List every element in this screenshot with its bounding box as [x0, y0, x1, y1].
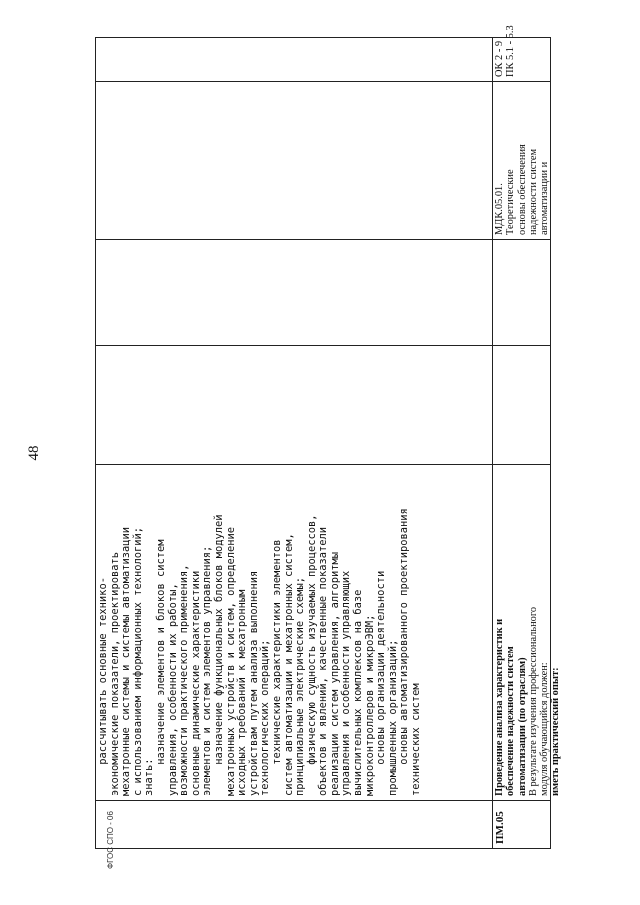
mdk-cell-empty [96, 81, 492, 239]
mdk-line-2: Теоретические [505, 169, 517, 235]
table-rotated-content [95, 25, 562, 849]
document-footer: ФГОС СПО - 06 [106, 811, 115, 869]
mdk-line-1: МДК.05.01. [494, 183, 505, 235]
mdk-line-4: надежности систем [527, 148, 539, 235]
code-cell-empty [96, 800, 492, 848]
table-row-pm05 [492, 25, 562, 848]
hours-cell-empty [96, 345, 492, 464]
hours-cell-empty-4 [492, 239, 550, 345]
module-code: ПМ.05 [494, 811, 506, 844]
requirements-cell [96, 464, 492, 800]
hours-cell-empty-3 [492, 345, 550, 464]
module-title-line-1: Проведение анализа характеристик и [494, 618, 505, 796]
module-body-line-2: модуля обучающийся должен: [539, 662, 551, 796]
competence-line-1: ОК 2 - 9 [494, 40, 505, 77]
competence-table [95, 25, 562, 849]
requirements-text: рассчитывать основные технико- экономические показатели, проектировать мехатронные системы и системы автоматизации с использованием информационных технологий; знать: назначение элементов и блоков систем управления, особенности их работы, возможности практического применения, основные динамические характеристики элементов и систем элементов управления; назначение функциональных блоков модулей мехатронных устройств и систем, определение исходных требований к мехатронным устройствам путем анализа выполнения технологических операций; технические характеристики элементов систем автоматизации и мехатронных систем, принципиальные электрические схемы; физическую сущность изучаемых процессов, объектов и явлений, качественные показатели реализации систем управления, алгоритмы управления и особенности управляющих вычислительных комплексов на базе микроконтроллеров и микроЭВМ; основы организации деятельности промышленных организаций; основы автоматизированного проектирования технических систем [97, 508, 423, 796]
hours-cell-empty-2 [96, 239, 492, 345]
module-body-line-1: В результате изучения профессионального [527, 606, 539, 796]
module-title-line-3: автоматизации (по отраслям) [516, 657, 528, 796]
mdk-line-3: основы обеспечения [516, 144, 528, 235]
table-row-continued [96, 38, 493, 848]
module-code-cell [492, 800, 550, 848]
mdk-cell [492, 81, 550, 239]
module-title-line-2: обеспечение надежности систем [505, 646, 517, 796]
module-description-cell [492, 464, 562, 800]
competence-line-2: ПК 5.1 - 5.3 [505, 25, 517, 77]
competence-cell-empty [96, 38, 492, 81]
module-experience-line: иметь практический опыт: [550, 667, 562, 796]
competence-cell [492, 25, 550, 81]
page-number: 48 [26, 445, 42, 461]
mdk-line-5: автоматизации и [539, 161, 551, 235]
